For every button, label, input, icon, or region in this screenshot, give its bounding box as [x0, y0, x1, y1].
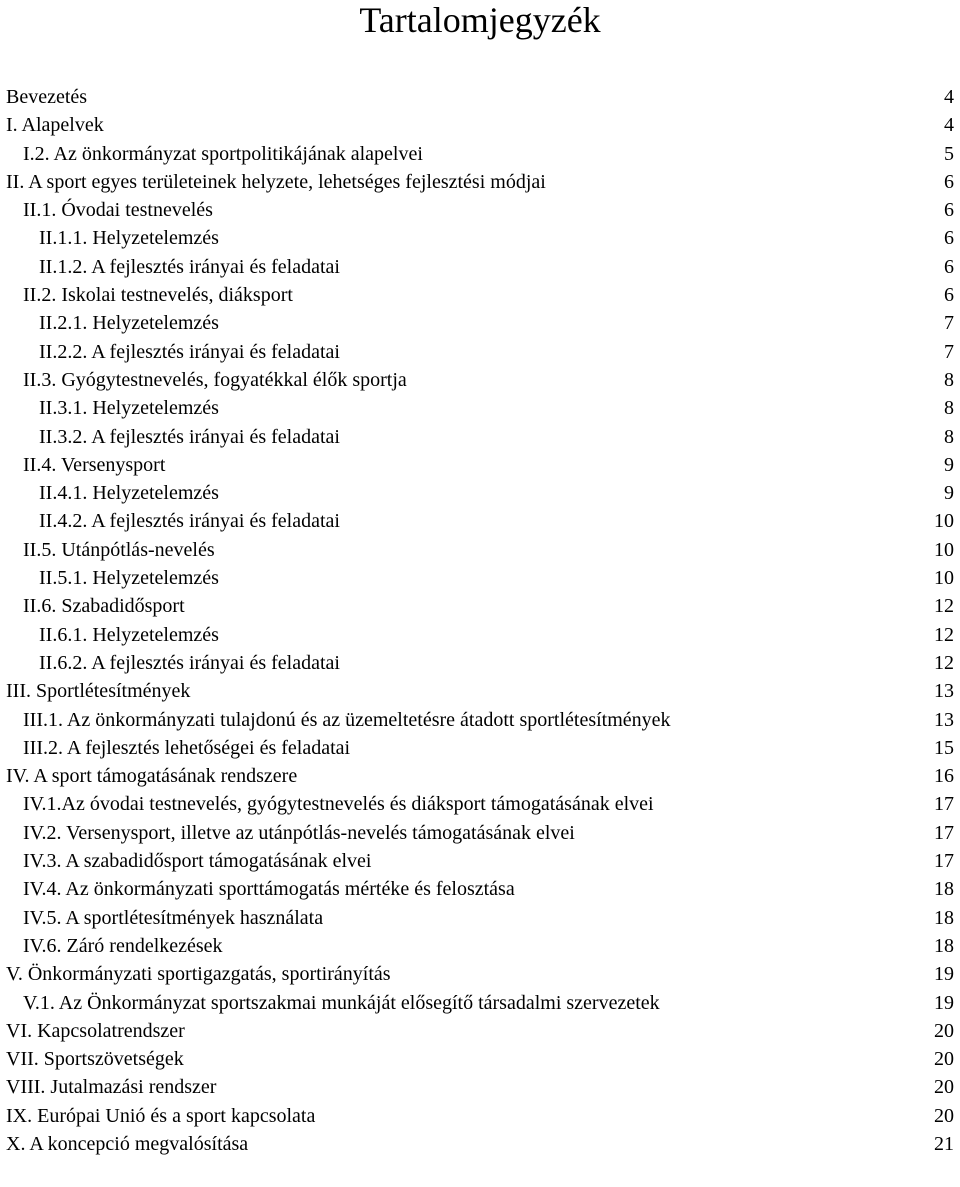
- toc-entry-label: V. Önkormányzati sportigazgatás, sportirányítás: [6, 963, 391, 986]
- toc-entry-page-number: 15: [934, 736, 954, 759]
- toc-entry[interactable]: [6, 1045, 954, 1073]
- toc-entry[interactable]: [6, 847, 954, 875]
- toc-entry-label: II.3. Gyógytestnevelés, fogyatékkal élők sportja: [23, 368, 407, 391]
- toc-entry[interactable]: [6, 649, 954, 677]
- toc-entry-label: VIII. Jutalmazási rendszer: [6, 1076, 217, 1099]
- toc-entry[interactable]: [6, 875, 954, 903]
- toc-entry[interactable]: [6, 140, 954, 168]
- toc-entry-page-number: 4: [944, 86, 954, 108]
- toc-entry-label: VII. Sportszövetségek: [6, 1048, 184, 1071]
- toc-entry-page-number: 17: [934, 850, 954, 873]
- toc-entry-page-number: 18: [934, 934, 954, 957]
- toc-entry[interactable]: [6, 734, 954, 762]
- toc-entry[interactable]: [6, 281, 954, 309]
- toc-entry[interactable]: [6, 394, 954, 422]
- toc-entry-page-number: 6: [944, 170, 954, 193]
- toc-entry[interactable]: [6, 423, 954, 451]
- toc-entry-page-number: 6: [944, 255, 954, 278]
- toc-entry[interactable]: [6, 592, 954, 620]
- toc-entry-page-number: 10: [934, 538, 954, 561]
- toc-entry[interactable]: [6, 564, 954, 592]
- toc-entry-label: V.1. Az Önkormányzat sportszakmai munkáját elősegítő társadalmi szervezetek: [23, 991, 660, 1014]
- toc-entry[interactable]: [6, 253, 954, 281]
- toc-entry-label: II.6. Szabadidősport: [23, 595, 185, 618]
- toc-entry-label: II.1.1. Helyzetelemzés: [39, 227, 219, 250]
- toc-entry[interactable]: [6, 168, 954, 196]
- toc-entry-label: IV.1.Az óvodai testnevelés, gyógytestnevelés és diáksport támogatásának elvei: [23, 793, 654, 816]
- toc-entry-page-number: 9: [944, 453, 954, 476]
- toc-entry[interactable]: [6, 904, 954, 932]
- toc-entry-page-number: 7: [944, 340, 954, 363]
- toc-entry-page-number: 20: [934, 1019, 954, 1042]
- toc-entry-label: II.4.1. Helyzetelemzés: [39, 482, 219, 505]
- toc-entry[interactable]: [6, 83, 954, 111]
- toc-entry-label: III.1. Az önkormányzati tulajdonú és az üzemeltetésre átadott sportlétesítmények: [23, 708, 671, 731]
- toc-entry[interactable]: [6, 677, 954, 705]
- toc-entry-label: II.1. Óvodai testnevelés: [23, 199, 213, 222]
- toc-entry-label: II. A sport egyes területeinek helyzete, lehetséges fejlesztési módjai: [6, 170, 546, 193]
- toc-entry[interactable]: [6, 338, 954, 366]
- toc-entry-label: IV.3. A szabadidősport támogatásának elvei: [23, 850, 372, 873]
- toc-entry-page-number: 6: [944, 227, 954, 250]
- toc-entry-label: III.2. A fejlesztés lehetőségei és feladatai: [23, 736, 351, 759]
- toc-entry-page-number: 10: [934, 567, 954, 590]
- toc-entry[interactable]: [6, 536, 954, 564]
- toc-entry-label: II.5. Utánpótlás-nevelés: [23, 538, 215, 561]
- toc-entry[interactable]: [6, 960, 954, 988]
- toc-entry-page-number: 6: [944, 284, 954, 307]
- toc-entry-label: II.4.2. A fejlesztés irányai és feladatai: [39, 510, 340, 533]
- toc-entry[interactable]: [6, 1130, 954, 1158]
- toc-entry-label: III. Sportlétesítmények: [6, 680, 191, 703]
- toc-entry-page-number: 21: [934, 1132, 954, 1155]
- toc-entry-page-number: 8: [944, 368, 954, 391]
- toc-entry-page-number: 20: [934, 1076, 954, 1099]
- toc-entry-page-number: 5: [944, 142, 954, 165]
- toc-entry[interactable]: [6, 819, 954, 847]
- toc-entry[interactable]: [6, 1102, 954, 1130]
- toc-entry-label: IV.6. Záró rendelkezések: [23, 934, 223, 957]
- toc-entry-label: Bevezetés: [6, 86, 88, 108]
- toc-entry-page-number: 9: [944, 482, 954, 505]
- toc-entry[interactable]: [6, 1017, 954, 1045]
- toc-entry[interactable]: [6, 1073, 954, 1101]
- toc-entry-label: IV.5. A sportlétesítmények használata: [23, 906, 324, 929]
- toc-entry-page-number: 7: [944, 312, 954, 335]
- toc-entry[interactable]: [6, 706, 954, 734]
- toc-entry-page-number: 8: [944, 397, 954, 420]
- toc-entry-label: IV. A sport támogatásának rendszere: [6, 765, 298, 788]
- toc-entry-page-number: 18: [934, 878, 954, 901]
- toc-entry-label: II.6.1. Helyzetelemzés: [39, 623, 219, 646]
- toc-entry[interactable]: [6, 507, 954, 535]
- toc-entry-page-number: 13: [934, 680, 954, 703]
- toc-entry[interactable]: [6, 932, 954, 960]
- toc-entry-page-number: 12: [934, 623, 954, 646]
- toc-entry-label: II.5.1. Helyzetelemzés: [39, 567, 219, 590]
- toc-entry-page-number: 19: [934, 963, 954, 986]
- toc-entry-page-number: 18: [934, 906, 954, 929]
- toc-entry-page-number: 20: [934, 1048, 954, 1071]
- table-of-contents: [6, 83, 954, 1158]
- toc-entry-page-number: 17: [934, 821, 954, 844]
- toc-entry-label: VI. Kapcsolatrendszer: [6, 1019, 185, 1042]
- toc-entry[interactable]: [6, 451, 954, 479]
- toc-entry-page-number: 13: [934, 708, 954, 731]
- page-title: Tartalomjegyzék: [359, 0, 601, 40]
- toc-entry-page-number: 17: [934, 793, 954, 816]
- toc-entry-page-number: 19: [934, 991, 954, 1014]
- toc-entry-label: I.2. Az önkormányzat sportpolitikájának alapelvei: [23, 142, 423, 165]
- toc-entry-label: IX. Európai Unió és a sport kapcsolata: [6, 1104, 316, 1127]
- toc-entry-label: II.1.2. A fejlesztés irányai és feladatai: [39, 255, 340, 278]
- toc-entry-page-number: 16: [934, 765, 954, 788]
- toc-entry-page-number: 12: [934, 651, 954, 674]
- toc-entry-label: II.4. Versenysport: [23, 453, 166, 476]
- toc-entry-label: II.2.1. Helyzetelemzés: [39, 312, 219, 335]
- toc-entry-page-number: 8: [944, 425, 954, 448]
- toc-entry[interactable]: [6, 309, 954, 337]
- toc-entry-label: II.2.2. A fejlesztés irányai és feladatai: [39, 340, 340, 363]
- toc-entry-page-number: 12: [934, 595, 954, 618]
- toc-entry-label: II.3.1. Helyzetelemzés: [39, 397, 219, 420]
- toc-entry[interactable]: [6, 762, 954, 790]
- toc-entry-page-number: 6: [944, 199, 954, 222]
- toc-entry-label: I. Alapelvek: [6, 114, 104, 137]
- toc-entry[interactable]: [6, 196, 954, 224]
- toc-entry-label: IV.2. Versenysport, illetve az utánpótlás-nevelés támogatásának elvei: [23, 821, 575, 844]
- toc-entry-label: IV.4. Az önkormányzati sporttámogatás mértéke és felosztása: [23, 878, 515, 901]
- toc-entry-label: II.2. Iskolai testnevelés, diáksport: [23, 284, 293, 307]
- toc-entry-label: II.3.2. A fejlesztés irányai és feladatai: [39, 425, 340, 448]
- toc-entry[interactable]: [6, 224, 954, 252]
- toc-entry[interactable]: [6, 621, 954, 649]
- toc-entry[interactable]: [6, 111, 954, 139]
- toc-entry-page-number: 20: [934, 1104, 954, 1127]
- toc-entry-label: II.6.2. A fejlesztés irányai és feladatai: [39, 651, 340, 674]
- toc-entry-label: X. A koncepció megvalósítása: [6, 1132, 249, 1155]
- toc-entry[interactable]: [6, 479, 954, 507]
- toc-entry-page-number: 4: [944, 114, 954, 137]
- toc-entry[interactable]: [6, 366, 954, 394]
- toc-entry-page-number: 10: [934, 510, 954, 533]
- toc-entry[interactable]: [6, 790, 954, 818]
- toc-entry[interactable]: [6, 989, 954, 1017]
